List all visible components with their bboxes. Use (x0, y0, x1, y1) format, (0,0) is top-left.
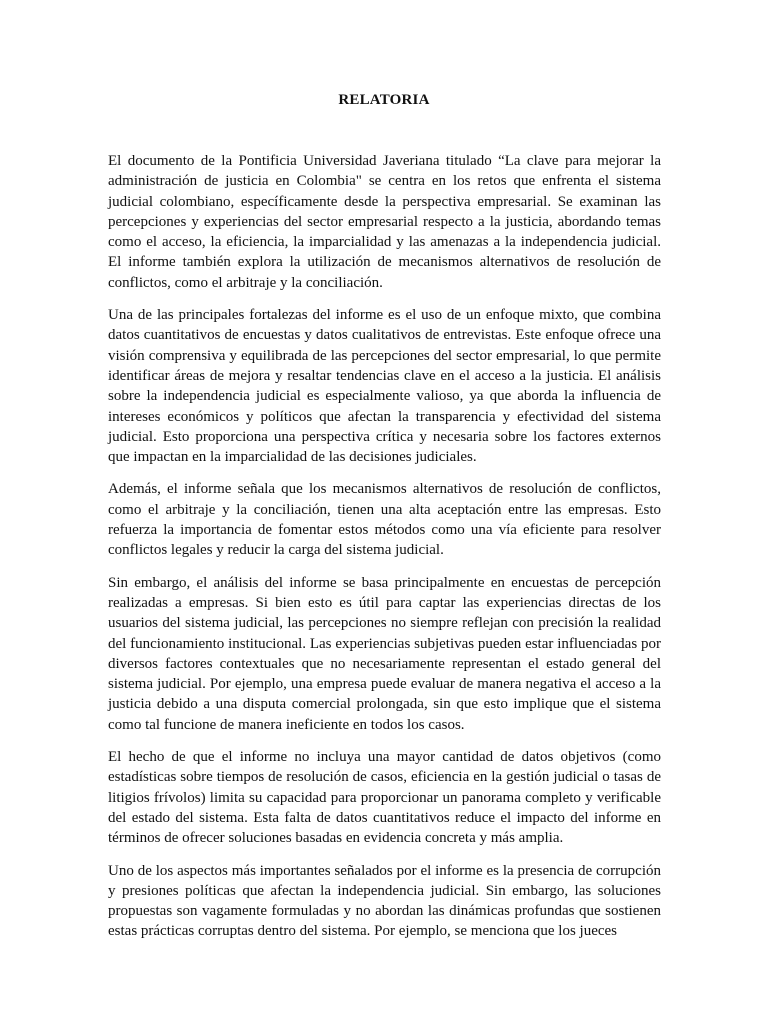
paragraph-4: Sin embargo, el análisis del informe se basa principalmente en encuestas de percepción realizadas a empresas. Si bien esto es útil para captar las experiencias directas de los usuarios del sistema judicial, las percepciones no siempre reflejan con precisión la realidad del funcionamiento institucional. Las experiencias subjetivas pueden estar influenciadas por diversos factores contextuales que no necesariamente representan el estado general del sistema judicial. Por ejemplo, una empresa puede evaluar de manera negativa el acceso a la justicia debido a una disputa comercial prolongada, sin que esto implique que el sistema como tal funcione de manera ineficiente en todos los casos. (108, 574, 661, 733)
paragraph-2: Una de las principales fortalezas del informe es el uso de un enfoque mixto, que combina datos cuantitativos de encuestas y datos cualitativos de entrevistas. Este enfoque ofrece una visión comprensiva y equilibrada de las percepciones del sector empresarial, lo que permite identificar áreas de mejora y resaltar tendencias clave en el acceso a la justicia. El análisis sobre la independencia judicial es especialmente valioso, ya que aborda la influencia de intereses económicos y políticos que afectan la transparencia y efectividad del sistema judicial. Esto proporciona una perspectiva crítica y necesaria sobre los factores externos que impactan en la imparcialidad de las decisiones judiciales. (108, 307, 661, 466)
paragraph-6: Uno de los aspectos más importantes señalados por el informe es la presencia de corrupción y presiones políticas que afectan la independencia judicial. Sin embargo, las soluciones propuestas son vagamente formuladas y no abordan las dinámicas profundas que sostienen estas prácticas corruptas dentro del sistema. Por ejemplo, se menciona que los jueces (108, 862, 661, 940)
document-title: RELATORIA (338, 92, 430, 108)
document-body (108, 151, 661, 954)
paragraph-1: El documento de la Pontificia Universidad Javeriana titulado “La clave para mejorar la administración de justicia en Colombia" se centra en los retos que enfrenta el sistema judicial colombiano, específicamente desde la perspectiva empresarial. Se examinan las percepciones y experiencias del sector empresarial respecto a la justicia, abordando temas como el acceso, la eficiencia, la imparcialidad y las amenazas a la independencia judicial. El informe también explora la utilización de mecanismos alternativos de resolución de conflictos, como el arbitraje y la conciliación. (108, 153, 661, 291)
paragraph-5: El hecho de que el informe no incluya una mayor cantidad de datos objetivos (como estadísticas sobre tiempos de resolución de casos, eficiencia en la gestión judicial o tasas de litigios frívolos) limita su capacidad para proporcionar un panorama completo y verificable del estado del sistema. Esta falta de datos cuantitativos reduce el impacto del informe en términos de ofrecer soluciones basadas en evidencia concreta y más amplia. (108, 749, 661, 847)
paragraph-3: Además, el informe señala que los mecanismos alternativos de resolución de conflictos, como el arbitraje y la conciliación, tienen una alta aceptación entre las empresas. Esto refuerza la importancia de fomentar estos métodos como una vía eficiente para resolver conflictos legales y reducir la carga del sistema judicial. (108, 481, 661, 559)
